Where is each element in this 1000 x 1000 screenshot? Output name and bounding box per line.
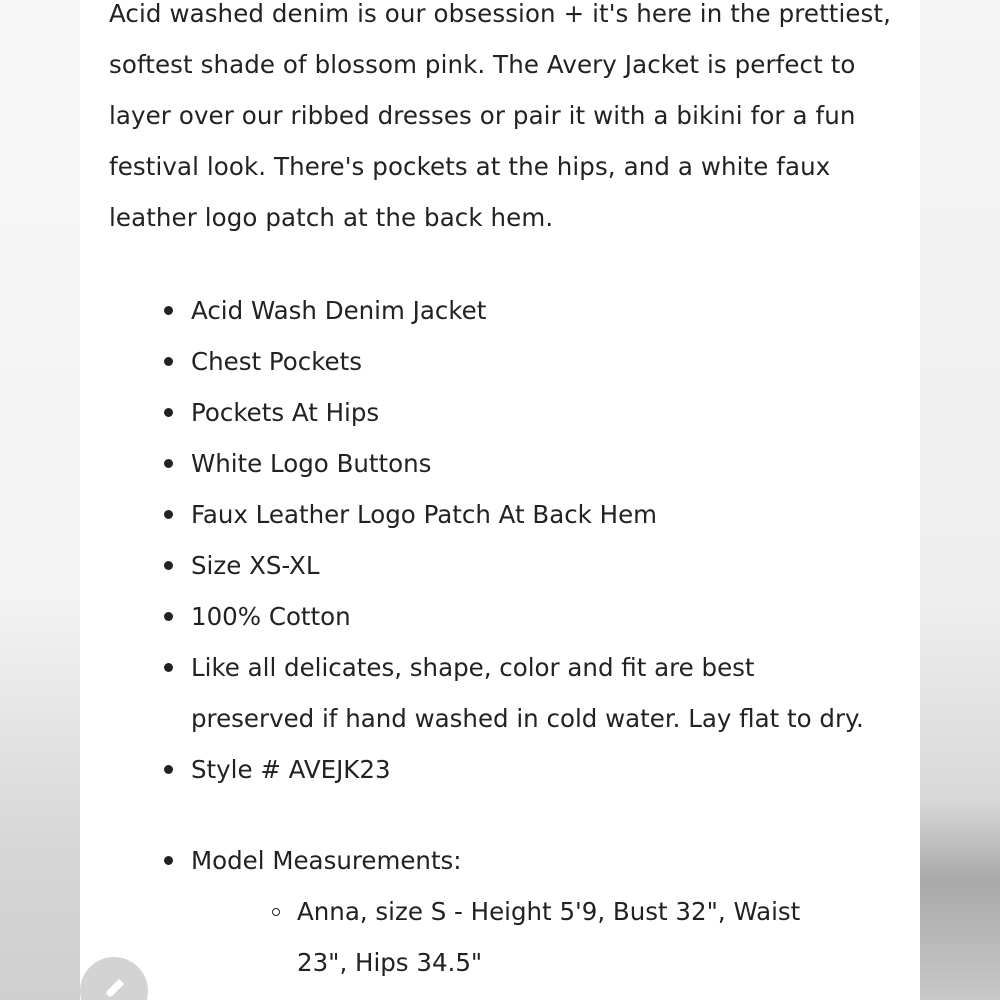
feature-list	[164, 285, 864, 988]
background-left	[0, 0, 80, 1000]
product-description-card	[80, 0, 920, 1000]
model-measurements-label: Model Measurements:	[191, 846, 462, 875]
background-right	[920, 0, 1000, 1000]
pencil-icon	[102, 975, 128, 1000]
feature-item: Like all delicates, shape, color and fit are best preserved if hand washed in cold water. Lay flat to dry.	[164, 642, 864, 744]
feature-item: Pockets At Hips	[164, 387, 864, 438]
model-measurement-entry: Anna, size S - Height 5'9, Bust 32", Waist 23", Hips 34.5"	[272, 886, 832, 988]
feature-item: Style # AVEJK23	[164, 744, 864, 795]
feature-item: 100% Cotton	[164, 591, 864, 642]
model-measurements-list	[191, 886, 832, 988]
feature-item: Size XS-XL	[164, 540, 864, 591]
product-description: Acid washed denim is our obsession + it's here in the prettiest, softest shade of blossom pink. The Avery Jacket is perfect to layer over our ribbed dresses or pair it with a bikini for a fun festival look. There's pockets at the hips, and a white faux leather logo patch at the back hem.	[109, 0, 892, 232]
feature-item: Chest Pockets	[164, 336, 864, 387]
feature-item: Acid Wash Denim Jacket	[164, 285, 864, 336]
feature-item: White Logo Buttons	[164, 438, 864, 489]
model-measurements-item	[164, 835, 864, 988]
feature-item: Faux Leather Logo Patch At Back Hem	[164, 489, 864, 540]
